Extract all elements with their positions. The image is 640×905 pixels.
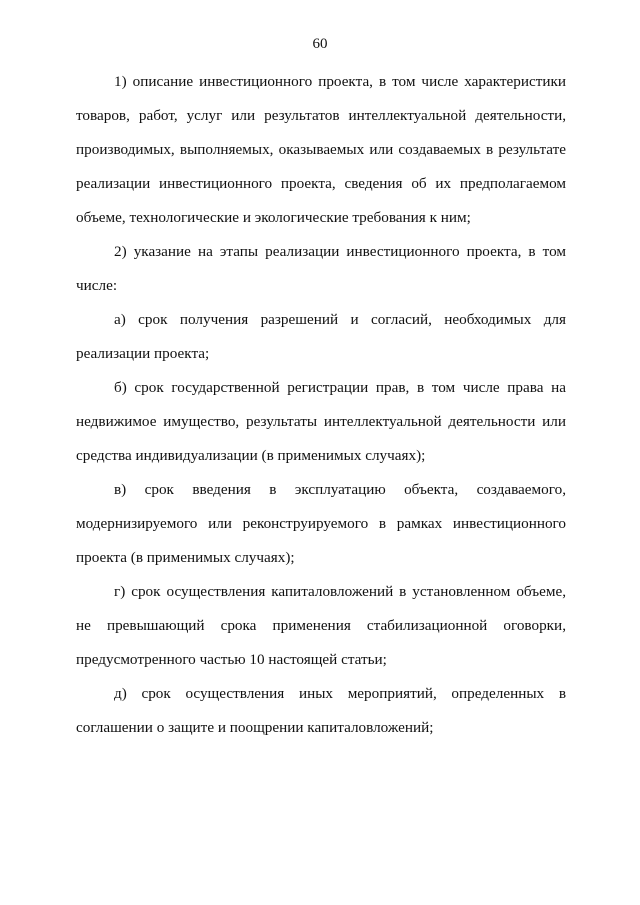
paragraph-subitem-v: в) срок введения в эксплуатацию объекта, создаваемого, модернизируемого или реконструируемого в рамках инвестиционного проекта (в применимых случаях); [76, 481, 566, 566]
document-body [76, 65, 566, 745]
paragraph-item-2: 2) указание на этапы реализации инвестиционного проекта, в том числе: [76, 243, 566, 294]
paragraph-item-1: 1) описание инвестиционного проекта, в том числе характеристики товаров, работ, услуг или результатов интеллектуальной деятельности, производимых, выполняемых, оказываемых или создаваемых в результате реализации инвестиционного проекта, сведения об их предполагаемом объеме, технологические и экологические требования к ним; [76, 73, 566, 226]
paragraph-subitem-a: а) срок получения разрешений и согласий, необходимых для реализации проекта; [76, 311, 566, 362]
page-number: 60 [312, 36, 328, 52]
paragraph-subitem-g: г) срок осуществления капиталовложений в установленном объеме, не превышающий срока применения стабилизационной оговорки, предусмотренного частью 10 настоящей статьи; [76, 583, 566, 668]
paragraph-subitem-d: д) срок осуществления иных мероприятий, определенных в соглашении о защите и поощрении капиталовложений; [76, 685, 566, 736]
paragraph-subitem-b: б) срок государственной регистрации прав, в том числе права на недвижимое имущество, результаты интеллектуальной деятельности или средства индивидуализации (в применимых случаях); [76, 379, 566, 464]
